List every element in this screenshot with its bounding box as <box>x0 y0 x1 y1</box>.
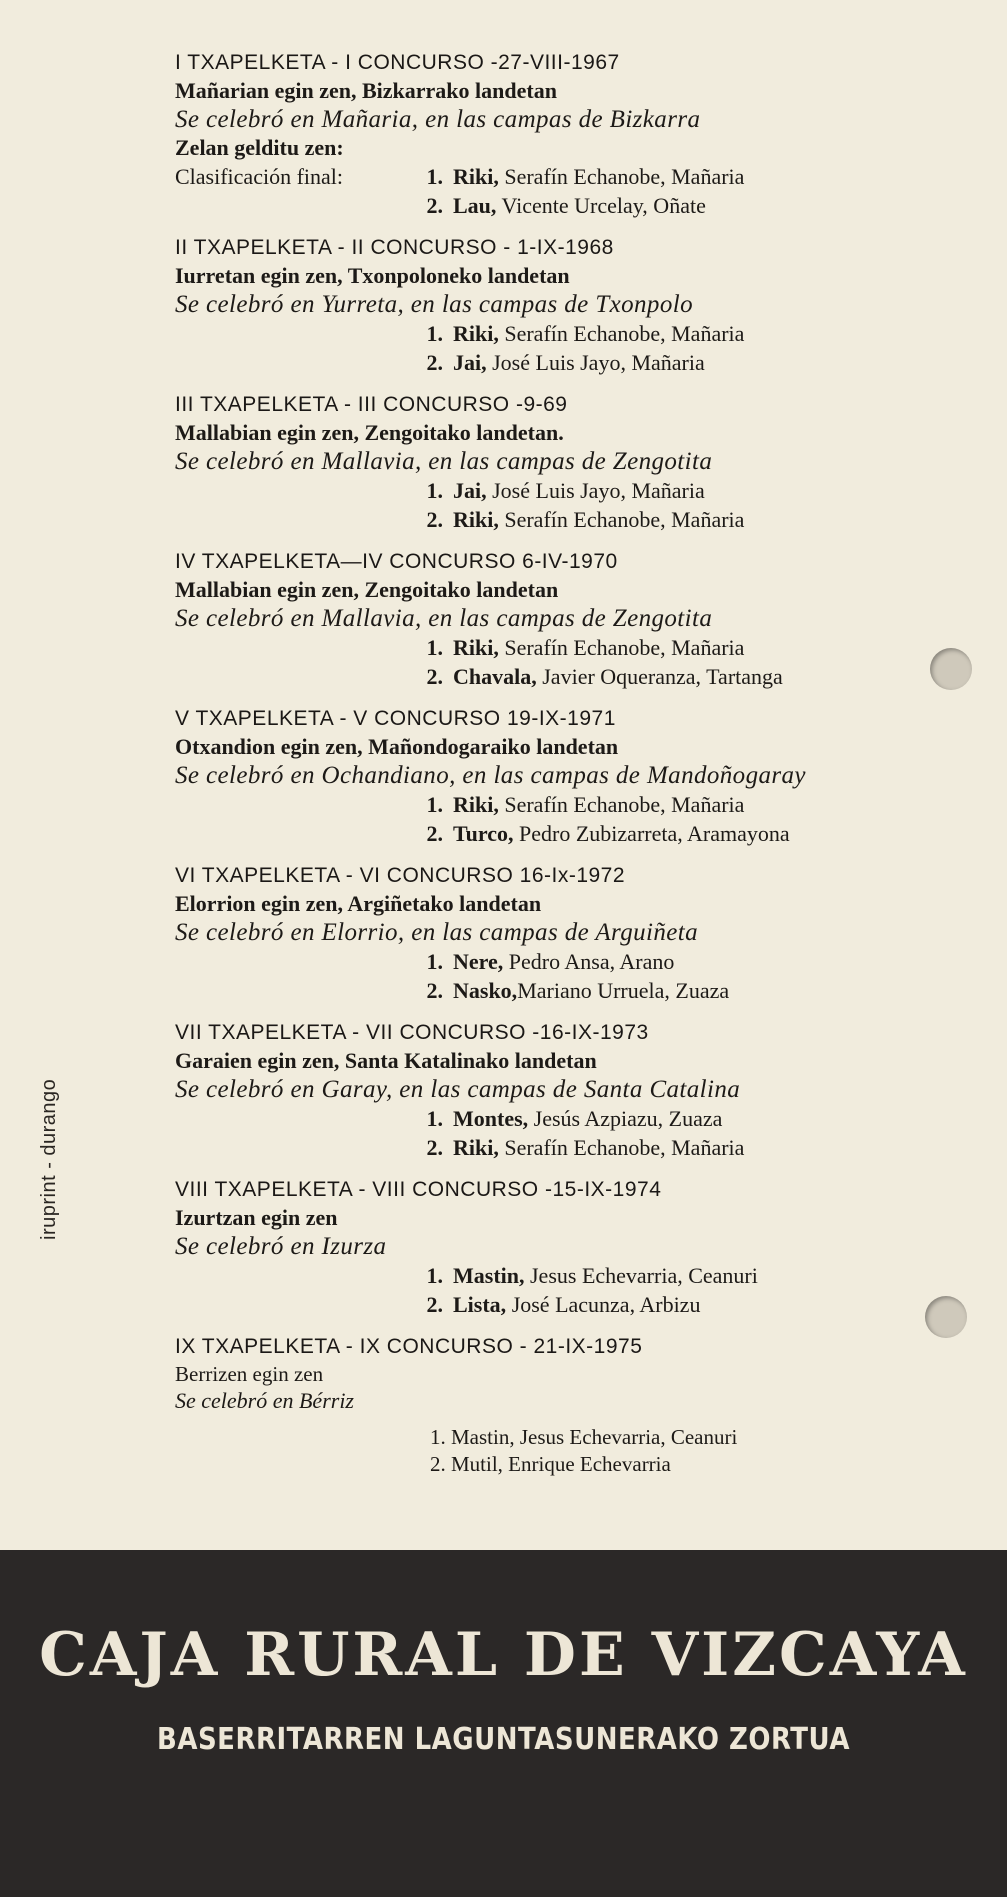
result-row <box>175 476 965 505</box>
contest-heading: II TXAPELKETA - II CONCURSO - 1-IX-1968 <box>175 236 614 259</box>
spanish-location: Se celebró en Bérriz <box>175 1388 354 1413</box>
owner-details: Serafín Echanobe, Mañaria <box>498 1135 745 1160</box>
banner-title: CAJA RURAL DE VIZCAYA <box>39 1620 968 1690</box>
dog-name: Chavala, <box>453 664 537 689</box>
spanish-location: Se celebró en Mallavia, en las campas de Zengotita <box>175 605 713 632</box>
rank-number: 1. <box>426 164 443 189</box>
basque-location: Mallabian egin zen, Zengoitako landetan <box>175 577 559 602</box>
dog-name: Jai, <box>453 350 487 375</box>
rank-number: 2. <box>426 507 443 532</box>
result-row <box>175 790 965 819</box>
owner-details: Mariano Urruela, Zuaza <box>517 978 730 1003</box>
owner-details: Jesús Azpiazu, Zuaza <box>528 1106 723 1131</box>
contest-heading: IX TXAPELKETA - IX CONCURSO - 21-IX-1975 <box>175 1335 643 1358</box>
spanish-location: Se celebró en Mallavia, en las campas de Zengotita <box>175 448 713 475</box>
spanish-location: Se celebró en Ochandiano, en las campas de Mandoñogaray <box>175 762 806 789</box>
spanish-location: Se celebró en Garay, en las campas de Santa Catalina <box>175 1076 741 1103</box>
rank-number: 2. <box>426 821 443 846</box>
result-row: 2. Mutil, Enrique Echevarria <box>430 1452 671 1476</box>
result-row <box>175 1261 965 1290</box>
rank-number: 2. <box>426 350 443 375</box>
dog-name: Turco, <box>453 821 514 846</box>
rank-number: 2. <box>426 664 443 689</box>
rank-number: 1. <box>426 635 443 660</box>
printer-credit: iruprint - durango <box>38 1078 60 1240</box>
dog-name: Riki, <box>453 1135 499 1160</box>
owner-details: Serafín Echanobe, Mañaria <box>498 321 745 346</box>
dog-name: Riki, <box>453 635 499 660</box>
result-row <box>175 505 965 534</box>
result-row <box>175 1104 965 1133</box>
dog-name: Riki, <box>453 164 499 189</box>
owner-details: Serafín Echanobe, Mañaria <box>498 164 745 189</box>
spanish-location: Se celebró en Yurreta, en las campas de Txonpolo <box>175 291 693 318</box>
result-row <box>175 633 965 662</box>
rank-number: 2. <box>426 978 443 1003</box>
dog-name: Riki, <box>453 507 499 532</box>
contest-heading: VIII TXAPELKETA - VIII CONCURSO -15-IX-1974 <box>175 1178 662 1201</box>
basque-location: Berrizen egin zen <box>175 1362 324 1386</box>
contest-section <box>175 48 965 220</box>
owner-details: Serafín Echanobe, Mañaria <box>498 635 745 660</box>
spanish-location: Se celebró en Izurza <box>175 1233 387 1260</box>
dog-name: Montes, <box>453 1106 529 1131</box>
basque-location: Garaien egin zen, Santa Katalinako landetan <box>175 1048 597 1073</box>
result-row: 1. Mastin, Jesus Echevarria, Ceanuri <box>430 1425 738 1449</box>
contest-section <box>175 1175 965 1319</box>
result-row <box>175 162 965 191</box>
dog-name: Nasko, <box>453 978 518 1003</box>
results-list <box>175 1424 965 1478</box>
dog-name: Riki, <box>453 321 499 346</box>
contest-section <box>175 1018 965 1162</box>
owner-details: Serafín Echanobe, Mañaria <box>498 792 745 817</box>
owner-details: José Luis Jayo, Mañaria <box>486 478 705 503</box>
owner-details: Vicente Urcelay, Oñate <box>496 193 706 218</box>
result-row <box>175 191 965 220</box>
rank-number: 2. <box>426 193 443 218</box>
contest-section <box>175 704 965 848</box>
rank-number: 1. <box>426 321 443 346</box>
dog-name: Jai, <box>453 478 487 503</box>
contest-section <box>175 861 965 1005</box>
contest-heading: V TXAPELKETA - V CONCURSO 19-IX-1971 <box>175 707 616 730</box>
sponsor-banner <box>0 1550 1007 1897</box>
dog-name: Mastin, <box>453 1263 525 1288</box>
spanish-location: Se celebró en Elorrio, en las campas de Arguiñeta <box>175 919 698 946</box>
dog-name: Riki, <box>453 792 499 817</box>
result-row <box>175 1290 965 1319</box>
rank-number: 1. <box>426 1263 443 1288</box>
owner-details: José Luis Jayo, Mañaria <box>486 350 705 375</box>
binder-hole-bottom <box>925 1296 967 1338</box>
contest-heading: I TXAPELKETA - I CONCURSO -27-VIII-1967 <box>175 51 620 74</box>
owner-details: Jesus Echevarria, Ceanuri <box>524 1263 758 1288</box>
contest-heading: VII TXAPELKETA - VII CONCURSO -16-IX-1973 <box>175 1021 649 1044</box>
rank-number: 2. <box>426 1292 443 1317</box>
owner-details: Pedro Zubizarreta, Aramayona <box>513 821 790 846</box>
rank-number: 1. <box>426 792 443 817</box>
dog-name: Lau, <box>453 193 497 218</box>
owner-details: José Lacunza, Arbizu <box>506 1292 701 1317</box>
contest-section <box>175 233 965 377</box>
dog-name: Lista, <box>453 1292 507 1317</box>
spanish-location: Se celebró en Mañaria, en las campas de Bizkarra <box>175 106 701 133</box>
rank-number: 2. <box>426 1135 443 1160</box>
rank-number: 1. <box>426 1106 443 1131</box>
result-label: Zelan gelditu zen: <box>175 135 344 160</box>
result-row <box>175 819 965 848</box>
contest-heading: IV TXAPELKETA—IV CONCURSO 6-IV-1970 <box>175 550 618 573</box>
result-row <box>175 319 965 348</box>
result-row <box>175 662 965 691</box>
owner-details: Pedro Ansa, Arano <box>503 949 675 974</box>
result-row <box>175 1133 965 1162</box>
contest-section <box>175 1332 965 1478</box>
result-row <box>175 947 965 976</box>
basque-location: Mañarian egin zen, Bizkarrako landetan <box>175 78 557 103</box>
basque-location: Izurtzan egin zen <box>175 1205 338 1230</box>
rank-number: 1. <box>426 478 443 503</box>
contest-heading: III TXAPELKETA - III CONCURSO -9-69 <box>175 393 568 416</box>
basque-location: Otxandion egin zen, Mañondogaraiko landetan <box>175 734 619 759</box>
binder-hole-top <box>930 648 972 690</box>
banner-subtitle: BASERRITARREN LAGUNTASUNERAKO ZORTUA <box>157 1722 850 1758</box>
basque-location: Mallabian egin zen, Zengoitako landetan. <box>175 420 564 445</box>
contest-heading: VI TXAPELKETA - VI CONCURSO 16-Ix-1972 <box>175 864 626 887</box>
result-row <box>175 348 965 377</box>
classification-label: Clasificación final: <box>175 164 343 189</box>
contest-section <box>175 547 965 691</box>
owner-details: Serafín Echanobe, Mañaria <box>498 507 745 532</box>
contest-list <box>175 48 965 1491</box>
owner-details: Javier Oqueranza, Tartanga <box>536 664 783 689</box>
basque-location: Elorrion egin zen, Argiñetako landetan <box>175 891 542 916</box>
rank-number: 1. <box>426 949 443 974</box>
basque-location: Iurretan egin zen, Txonpoloneko landetan <box>175 263 570 288</box>
dog-name: Nere, <box>453 949 504 974</box>
result-row <box>175 976 965 1005</box>
contest-section <box>175 390 965 534</box>
